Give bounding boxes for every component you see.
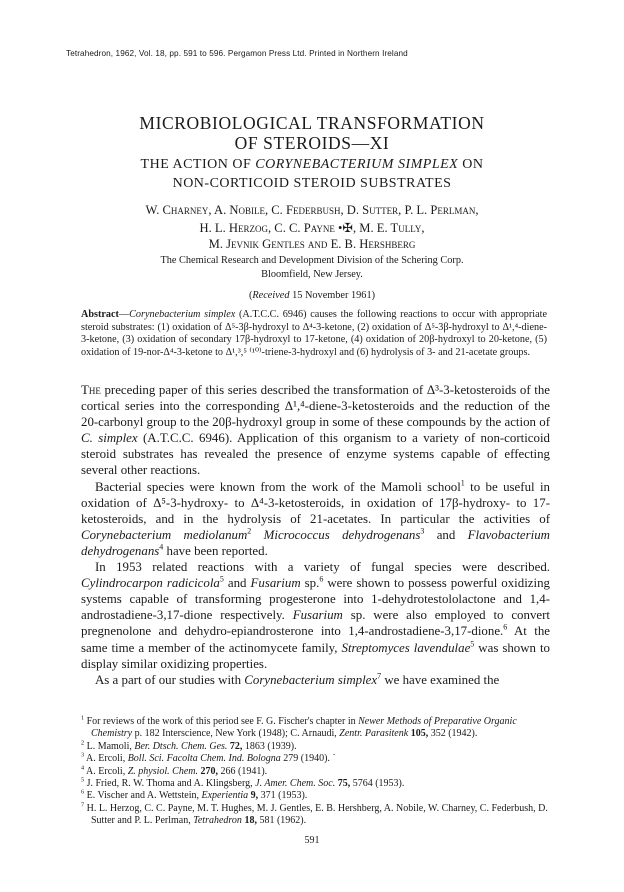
reference-mark: 6 xyxy=(503,623,508,633)
text: In 1953 related reactions with a variety of fungal species were described. xyxy=(95,560,550,575)
received-value: 15 November 1961) xyxy=(289,290,376,301)
page-number: 591 xyxy=(304,835,320,846)
subtitle-text-end: ON xyxy=(458,157,484,172)
organism-name: Corynebacterium mediolanum xyxy=(81,527,248,542)
author-line-1: W. Charney, A. Nobile, C. Federbush, D. Sutter, P. L. Perlman, xyxy=(145,203,479,217)
footnotes xyxy=(81,716,551,828)
footnote-text: 352 (1942). xyxy=(428,728,478,740)
paragraph-lead: The xyxy=(81,383,101,397)
footnote xyxy=(81,778,551,790)
footnote-source: Tetrahedron xyxy=(193,815,242,827)
footnote-volume: 105, xyxy=(408,728,429,740)
footnote xyxy=(81,716,551,741)
text: At the same time a member of the actinomycete family, xyxy=(81,624,550,655)
reference-mark: 2 xyxy=(247,526,252,536)
footnote-volume: 75, xyxy=(335,778,351,790)
paper-title-line-1: MICROBIOLOGICAL TRANSFORMATION xyxy=(139,113,485,133)
reference-mark: 5 xyxy=(219,574,224,584)
footnote-number: 6 xyxy=(81,789,85,797)
organism-name: Fusarium xyxy=(292,608,343,623)
footnote-text: A. Ercoli, xyxy=(84,753,128,765)
abstract-label: Abstract xyxy=(81,309,119,320)
text: to be useful in oxidation of Δ⁵-3-hydroxy- to Δ⁴-3-ketosteroids, in oxidation of 17β-hydroxy- to 17-ketosteroids, and in the hydrolysis of 21-acetates. In particular the activities of xyxy=(81,479,550,526)
footnote xyxy=(81,741,551,753)
footnote-number: 7 xyxy=(81,801,85,809)
body-paragraph xyxy=(81,672,550,688)
received-open: ( xyxy=(248,290,253,301)
footnote-text: 1863 (1939). xyxy=(242,740,297,752)
organism-name: Fusarium xyxy=(250,576,301,591)
footnote xyxy=(81,766,551,778)
reference-mark: 4 xyxy=(159,542,164,552)
footnote-text: 371 (1953). xyxy=(258,790,308,802)
organism-name: Micrococcus dehydrogenans xyxy=(263,527,421,542)
footnote-text: J. Fried, R. W. Thoma and A. Klingsberg, xyxy=(84,778,256,790)
affiliation-line-2: Bloomfield, New Jersey. xyxy=(261,269,363,280)
subtitle-text: THE ACTION OF xyxy=(140,157,256,172)
footnote xyxy=(81,803,551,828)
organism-name: Corynebacterium simplex xyxy=(244,672,378,687)
reference-mark: 5 xyxy=(470,639,475,649)
abstract-organism: Corynebacterium simplex xyxy=(129,309,236,320)
text: sp. were also employed to convert pregnenolone and dehydro-epiandrosterone into 1,4-androstadiene-3,17-dione. xyxy=(81,608,550,639)
text: were shown to possess powerful oxidizing systems capable of transforming progesterone into 1-dehydrotestololactone and 1,4-androstadiene-3,17-dione respectively. xyxy=(81,576,550,623)
reference-mark: 6 xyxy=(319,574,324,584)
footnote-volume: 9, xyxy=(248,790,259,802)
footnote-source: Newer Methods of Preparative Organic Chemistry xyxy=(91,716,517,740)
footnote-source: J. Amer. Chem. Soc. xyxy=(255,778,336,790)
text: (A.T.C.C. 6946). Application of this organism to a variety of non-corticoid steroid substrates has revealed the presence of enzyme systems capable of effecting several other reactions. xyxy=(81,431,550,478)
footnote-number: 3 xyxy=(81,751,85,759)
paper-subtitle-line-1 xyxy=(0,157,624,173)
footnote-text: 266 (1941). xyxy=(217,765,268,777)
text: was shown to display similar oxidizing properties. xyxy=(81,640,550,671)
abstract-dash: — xyxy=(118,309,130,320)
footnote-number: 4 xyxy=(81,764,85,772)
footnote-volume: 18, xyxy=(241,815,257,827)
footnote-volume: 270, xyxy=(197,765,218,777)
footnote-text: H. L. Herzog, C. C. Payne, M. T. Hughes, M. J. Gentles, E. B. Hershberg, A. Nobile, W. Charney, C. Federbush, D. Sutter and P. L. Perlman, xyxy=(84,802,548,827)
author-line-2: H. L. Herzog, C. C. Payne •✠, M. E. Tully, xyxy=(199,221,425,235)
author-line-3: M. Jevnik Gentles and E. B. Hershberg xyxy=(208,237,416,251)
footnote-text: A. Ercoli, xyxy=(84,765,128,777)
reference-mark: 1 xyxy=(460,478,465,488)
affiliation-line-1: The Chemical Research and Development Division of the Schering Corp. xyxy=(160,255,464,266)
footnote-source: Boll. Sci. Facolta Chem. Ind. Bologna xyxy=(127,753,281,765)
organism-name: Flavobacterium dehydrogenans xyxy=(81,527,550,558)
body-paragraph xyxy=(81,382,550,479)
abstract-text: (A.T.C.C. 6946) causes the following reactions to occur with appropriate steroid substrates: (1) oxidation of Δ⁵-3β-hydroxyl to Δ⁴-3-ketone, (2) oxidation of Δ⁵-3β-hydroxyl to Δ¹,⁴-diene-3-ketone, (3) oxidation of secondary 17β-hydroxyl to 17-ketone, (4) oxidation of 20β-hydroxyl to 20-ketone, (5) oxidation of 19-nor-Δ⁴-3-ketone to Δ¹,³,⁵ ⁽¹⁰⁾-triene-3-hydroxyl and (6) hydrolysis of 3- and 21-acetate groups. xyxy=(81,309,547,358)
text: we have examined the xyxy=(381,672,500,687)
reference-mark: 3 xyxy=(420,526,425,536)
footnote xyxy=(81,753,551,765)
text: As a part of our studies with xyxy=(95,672,245,687)
body-text xyxy=(81,382,550,688)
text xyxy=(251,528,263,542)
paper-title-line-2: OF STEROIDS—XI xyxy=(234,133,390,153)
received-date xyxy=(0,290,624,301)
body-paragraph xyxy=(81,559,550,672)
footnote-text: 581 (1962). xyxy=(256,815,307,827)
footnote-source: Zentr. Parasitenk xyxy=(339,728,409,740)
subtitle-organism: CORYNEBACTERIUM SIMPLEX xyxy=(255,157,459,172)
footnote xyxy=(81,790,551,802)
paper-subtitle-line-2: NON-CORTICOID STEROID SUBSTRATES xyxy=(172,176,452,191)
text: sp. xyxy=(300,576,320,591)
text: have been reported. xyxy=(163,543,268,558)
text: and xyxy=(424,527,468,542)
text: Bacterial species were known from the work of the Mamoli school xyxy=(95,479,461,494)
body-paragraph xyxy=(81,479,550,559)
journal-citation: Tetrahedron, 1962, Vol. 18, pp. 591 to 596. Pergamon Press Ltd. Printed in Northern Ireland xyxy=(66,49,408,58)
reference-mark: 7 xyxy=(377,671,382,681)
footnote-text: L. Mamoli, xyxy=(84,740,135,752)
footnote-number: 5 xyxy=(81,776,85,784)
footnote-number: 2 xyxy=(81,739,85,747)
abstract xyxy=(81,309,547,359)
footnote-text: E. Vischer and A. Wettstein, xyxy=(84,790,202,802)
footnote-text: For reviews of the work of this period see F. G. Fischer's chapter in xyxy=(84,716,359,727)
footnote-text: 5764 (1953). xyxy=(350,778,405,790)
footnote-text: p. 182 Interscience, New York (1948); C. Arnaudi, xyxy=(132,728,340,740)
organism-name: Streptomyces lavendulae xyxy=(341,640,471,655)
organism-name: C. simplex xyxy=(81,431,138,446)
footnote-volume: 72, xyxy=(227,740,243,752)
footnote-number: 1 xyxy=(81,714,85,722)
organism-name: Cylindrocarpon radicicola xyxy=(81,576,220,591)
footnote-text: 279 (1940). ˙ xyxy=(280,753,336,765)
text: preceding paper of this series described the transformation of Δ³-3-ketosteroids of the cortical series into the corresponding Δ¹,⁴-diene-3-ketosteroids and the reduction of the 20-carbonyl group to the 20β-hydroxyl group in some of these compounds by the action of xyxy=(81,383,550,430)
received-label: Received xyxy=(252,290,290,301)
text: and xyxy=(223,576,251,591)
footnote-source: Experientia xyxy=(201,790,249,802)
footnote-source: Ber. Dtsch. Chem. Ges. xyxy=(134,740,228,752)
footnote-source: Z. physiol. Chem. xyxy=(127,765,198,777)
